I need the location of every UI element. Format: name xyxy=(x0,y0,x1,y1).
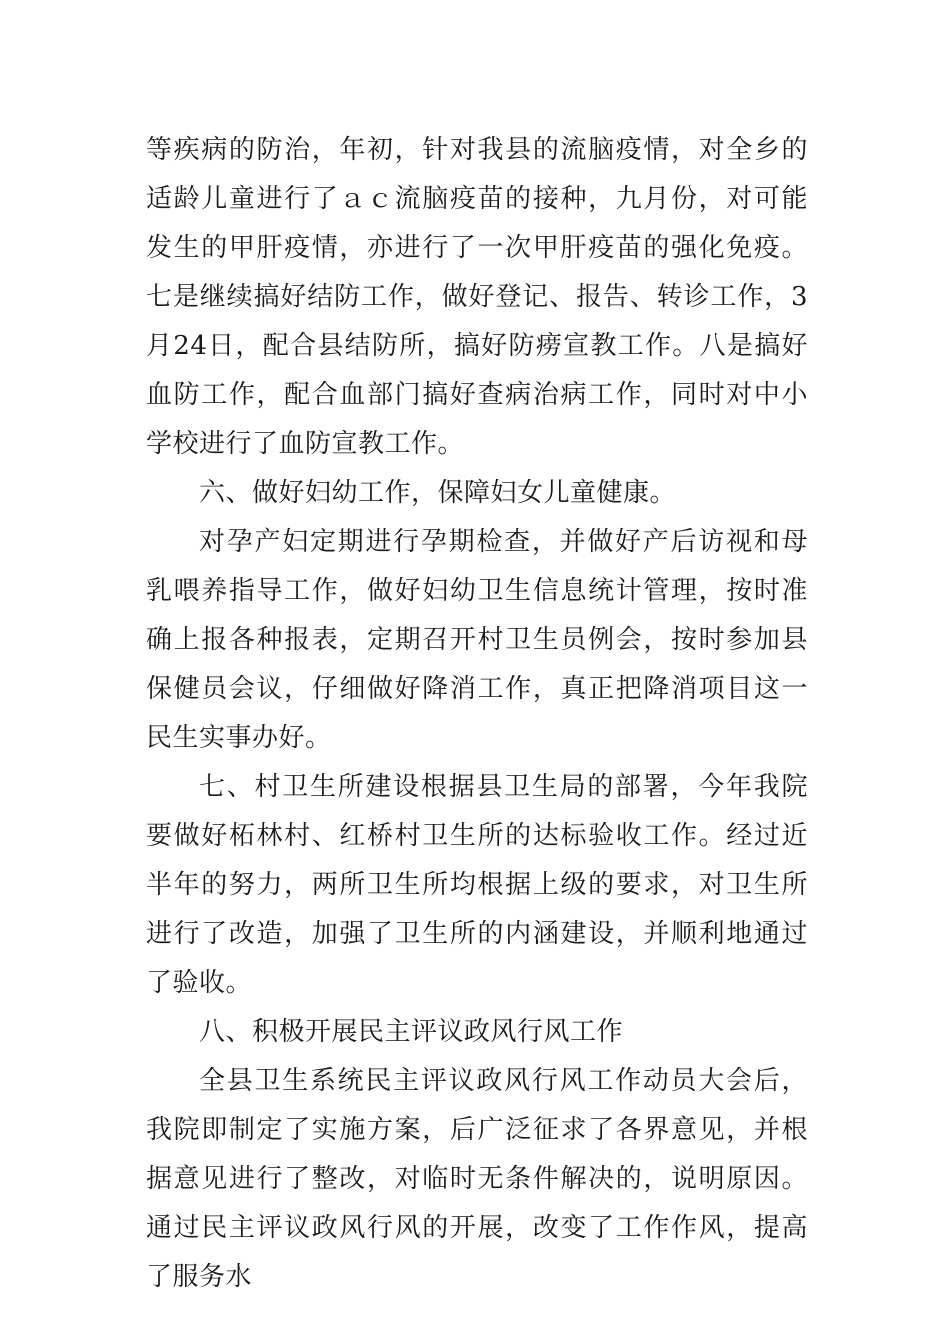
paragraph-maternal-child-health: 对孕产妇定期进行孕期检查，并做好产后访视和母乳喂养指导工作，做好妇幼卫生信息统计管理，按时准确上报各种报表，定期召开村卫生员例会，按时参加县保健员会议，仔细做好降消工作，真正把降消项目这一民生实事办好。 xyxy=(146,527,808,753)
paragraph-democratic-appraisal: 全县卫生系统民主评议政风行风工作动员大会后，我院即制定了实施方案，后广泛征求了各界意见，并根据意见进行了整改，对临时无条件解决的，说明原因。通过民主评议政风行风的开展，改变了工作作风，提高了服务水 xyxy=(146,1066,808,1292)
section-heading-democratic-appraisal: 八、积极开展民主评议政风行风工作 xyxy=(199,1017,624,1047)
paragraph-village-clinic-construction: 七、村卫生所建设根据县卫生局的部署，今年我院要做好柘林村、红桥村卫生所的达标验收工作。经过近半年的努力，两所卫生所均根据上级的要求，对卫生所进行了改造，加强了卫生所的内涵建设，并顺利地通过了验收。 xyxy=(146,772,808,998)
paragraph-disease-prevention: 等疾病的防治，年初，针对我县的流脑疫情，对全乡的适龄儿童进行了ａｃ流脑疫苗的接种，九月份，对可能发生的甲肝疫情，亦进行了一次甲肝疫苗的强化免疫。七是继续搞好结防工作，做好登记、报告、转诊工作，3月24日，配合县结防所，搞好防痨宣教工作。八是搞好血防工作，配合血部门搞好查病治病工作，同时对中小学校进行了血防宣教工作。 xyxy=(146,135,808,459)
section-heading-maternal-child-health: 六、做好妇幼工作，保障妇女儿童健康。 xyxy=(199,478,677,508)
document-body xyxy=(146,126,808,1302)
